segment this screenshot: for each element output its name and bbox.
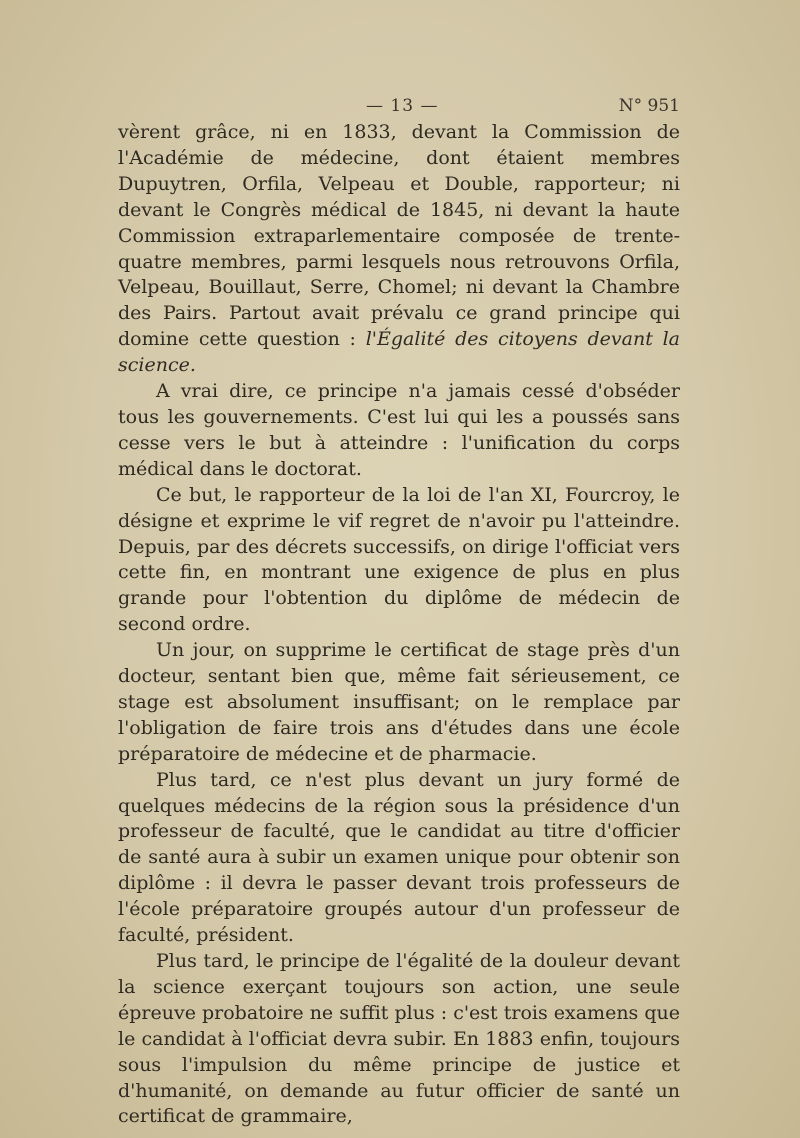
paragraph: Ce but, le rapporteur de la loi de l'an XI, Fourcroy, le désigne et exprime le vif regret de n'avoir pu l'atteindre. Depuis, par des décrets successifs, on dirige l'officiat vers cette fin, en montrant une exigence de plus en plus grande pour l'obtention du diplôme de médecin de second ordre. [118,483,680,636]
page-header [118,96,680,120]
paragraph: Un jour, on supprime le certificat de stage près d'un docteur, sentant bien que, même fait sérieusement, ce stage est absolument insuffisant; on le remplace par l'obligation de faire trois ans d'études dans une école préparatoire de médecine et de pharmacie. [118,639,680,765]
paragraph: A vrai dire, ce principe n'a jamais cessé d'obséder tous les gouvernements. C'est lui qui les a poussés sans cesse vers le but à atteindre : l'unification du corps médical dans le doctorat. [118,380,680,480]
italic-phrase: l'Égalité des citoyens devant la science. [118,328,680,377]
paragraph: Plus tard, ce n'est plus devant un jury formé de quelques médecins de la région sous la présidence d'un professeur de faculté, que le candidat au titre d'officier de santé aura à subir un examen unique pour obtenir son diplôme : il devra le passer devant trois professeurs de l'école préparatoire groupés autour d'un professeur de faculté, président. [118,768,680,947]
page-number: — 13 — [366,96,439,116]
body-text [118,120,680,1130]
paragraph-text: vèrent grâce, ni en 1833, devant la Commission de l'Académie de médecine, dont étaient membres Dupuytren, Orfila, Velpeau et Double, rapporteur; ni devant le Congrès médical de 1845, ni devant la haute Commission extraparlementaire composée de trente-quatre membres, parmi lesquels nous retrouvons Orfila, Velpeau, Bouillaut, Serre, Chomel; ni devant la Chambre des Pairs. Partout avait prévalu ce grand principe qui domine cette question : [118,121,680,351]
document-number: N° 951 [618,96,680,116]
paragraph [118,120,680,379]
paragraph: Plus tard, le principe de l'égalité de la douleur devant la science exerçant toujours son action, une seule épreuve probatoire ne suffit plus : c'est trois examens que le candidat à l'officiat devra subir. En 1883 enfin, toujours sous l'impulsion du même principe de justice et d'humanité, on demande au futur officier de santé un certificat de grammaire, [118,950,680,1128]
